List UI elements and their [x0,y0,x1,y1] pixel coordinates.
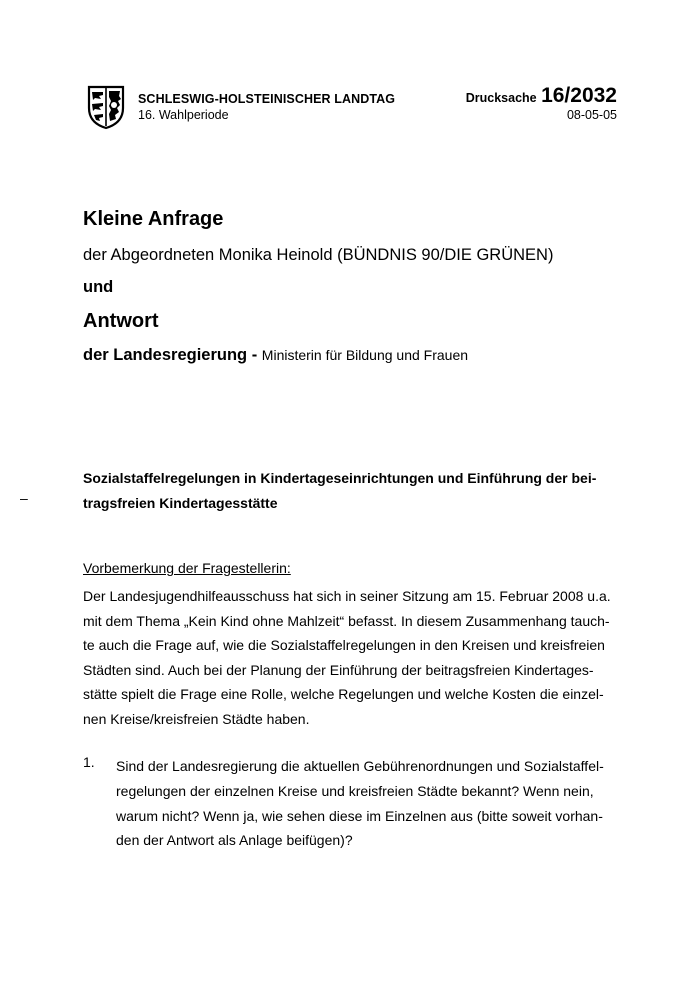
parliament-name: SCHLESWIG-HOLSTEINISCHER LANDTAG [138,92,396,106]
preface-line: te auch die Frage auf, wie die Sozialstaffelregelungen in den Kreisen und kreisfreien [83,637,605,654]
antwort-heading: Antwort [83,310,159,332]
landesregierung-line [83,346,468,365]
und-line: und [83,278,114,296]
ministerium-label: Ministerin für Bildung und Frauen [261,347,469,363]
preface-text [83,584,623,732]
document-date: 08-05-05 [566,108,617,122]
preface-line: mit dem Thema „Kein Kind ohne Mahlzeit“ befasst. In diesem Zusammenhang tauch- [83,612,610,629]
question-line: den der Antwort als Anlage beifügen)? [116,832,353,849]
legislative-period: 16. Wahlperiode [138,108,229,122]
subject-line: tragsfreien Kindertagesstätte [83,495,278,511]
drucksache-label: Drucksache [465,91,537,105]
preface-line: nen Kreise/kreisfreien Städte haben. [83,710,310,727]
question-line: Sind der Landesregierung die aktuellen Gebührenordnungen und Sozialstaffel- [116,758,604,774]
preface-line: stätte spielt die Frage eine Rolle, welche Regelungen und welche Kosten die einzel- [83,686,604,703]
preface-line: Städten sind. Auch bei der Planung der Einführung der beitragsfreien Kindertages- [83,661,594,678]
drucksache-reference [466,84,617,108]
question-line: warum nicht? Wenn ja, wie sehen diese im Einzelnen aus (bitte soweit vorhan- [116,807,603,824]
subject-line: Sozialstaffelregelungen in Kindertageseinrichtungen und Einführung der bei- [83,470,597,486]
abgeordnete-line: der Abgeordneten Monika Heinold (BÜNDNIS 90/DIE GRÜNEN) [83,246,554,264]
preface-title: Vorbemerkung der Fragestellerin: [83,560,291,576]
question-line: regelungen der einzelnen Kreise und kreisfreien Städte bekannt? Wenn nein, [116,782,594,799]
question-text [116,754,626,853]
kleine-anfrage-heading: Kleine Anfrage [83,208,224,230]
subject-heading [83,466,613,516]
drucksache-number: 16/2032 [541,84,617,107]
coat-of-arms-logo [86,84,126,130]
landesregierung-label: der Landesregierung - [83,346,262,364]
margin-mark: – [20,490,28,506]
preface-line: Der Landesjugendhilfeausschuss hat sich in seiner Sitzung am 15. Februar 2008 u.a. [83,588,611,604]
question-number: 1. [83,754,95,770]
